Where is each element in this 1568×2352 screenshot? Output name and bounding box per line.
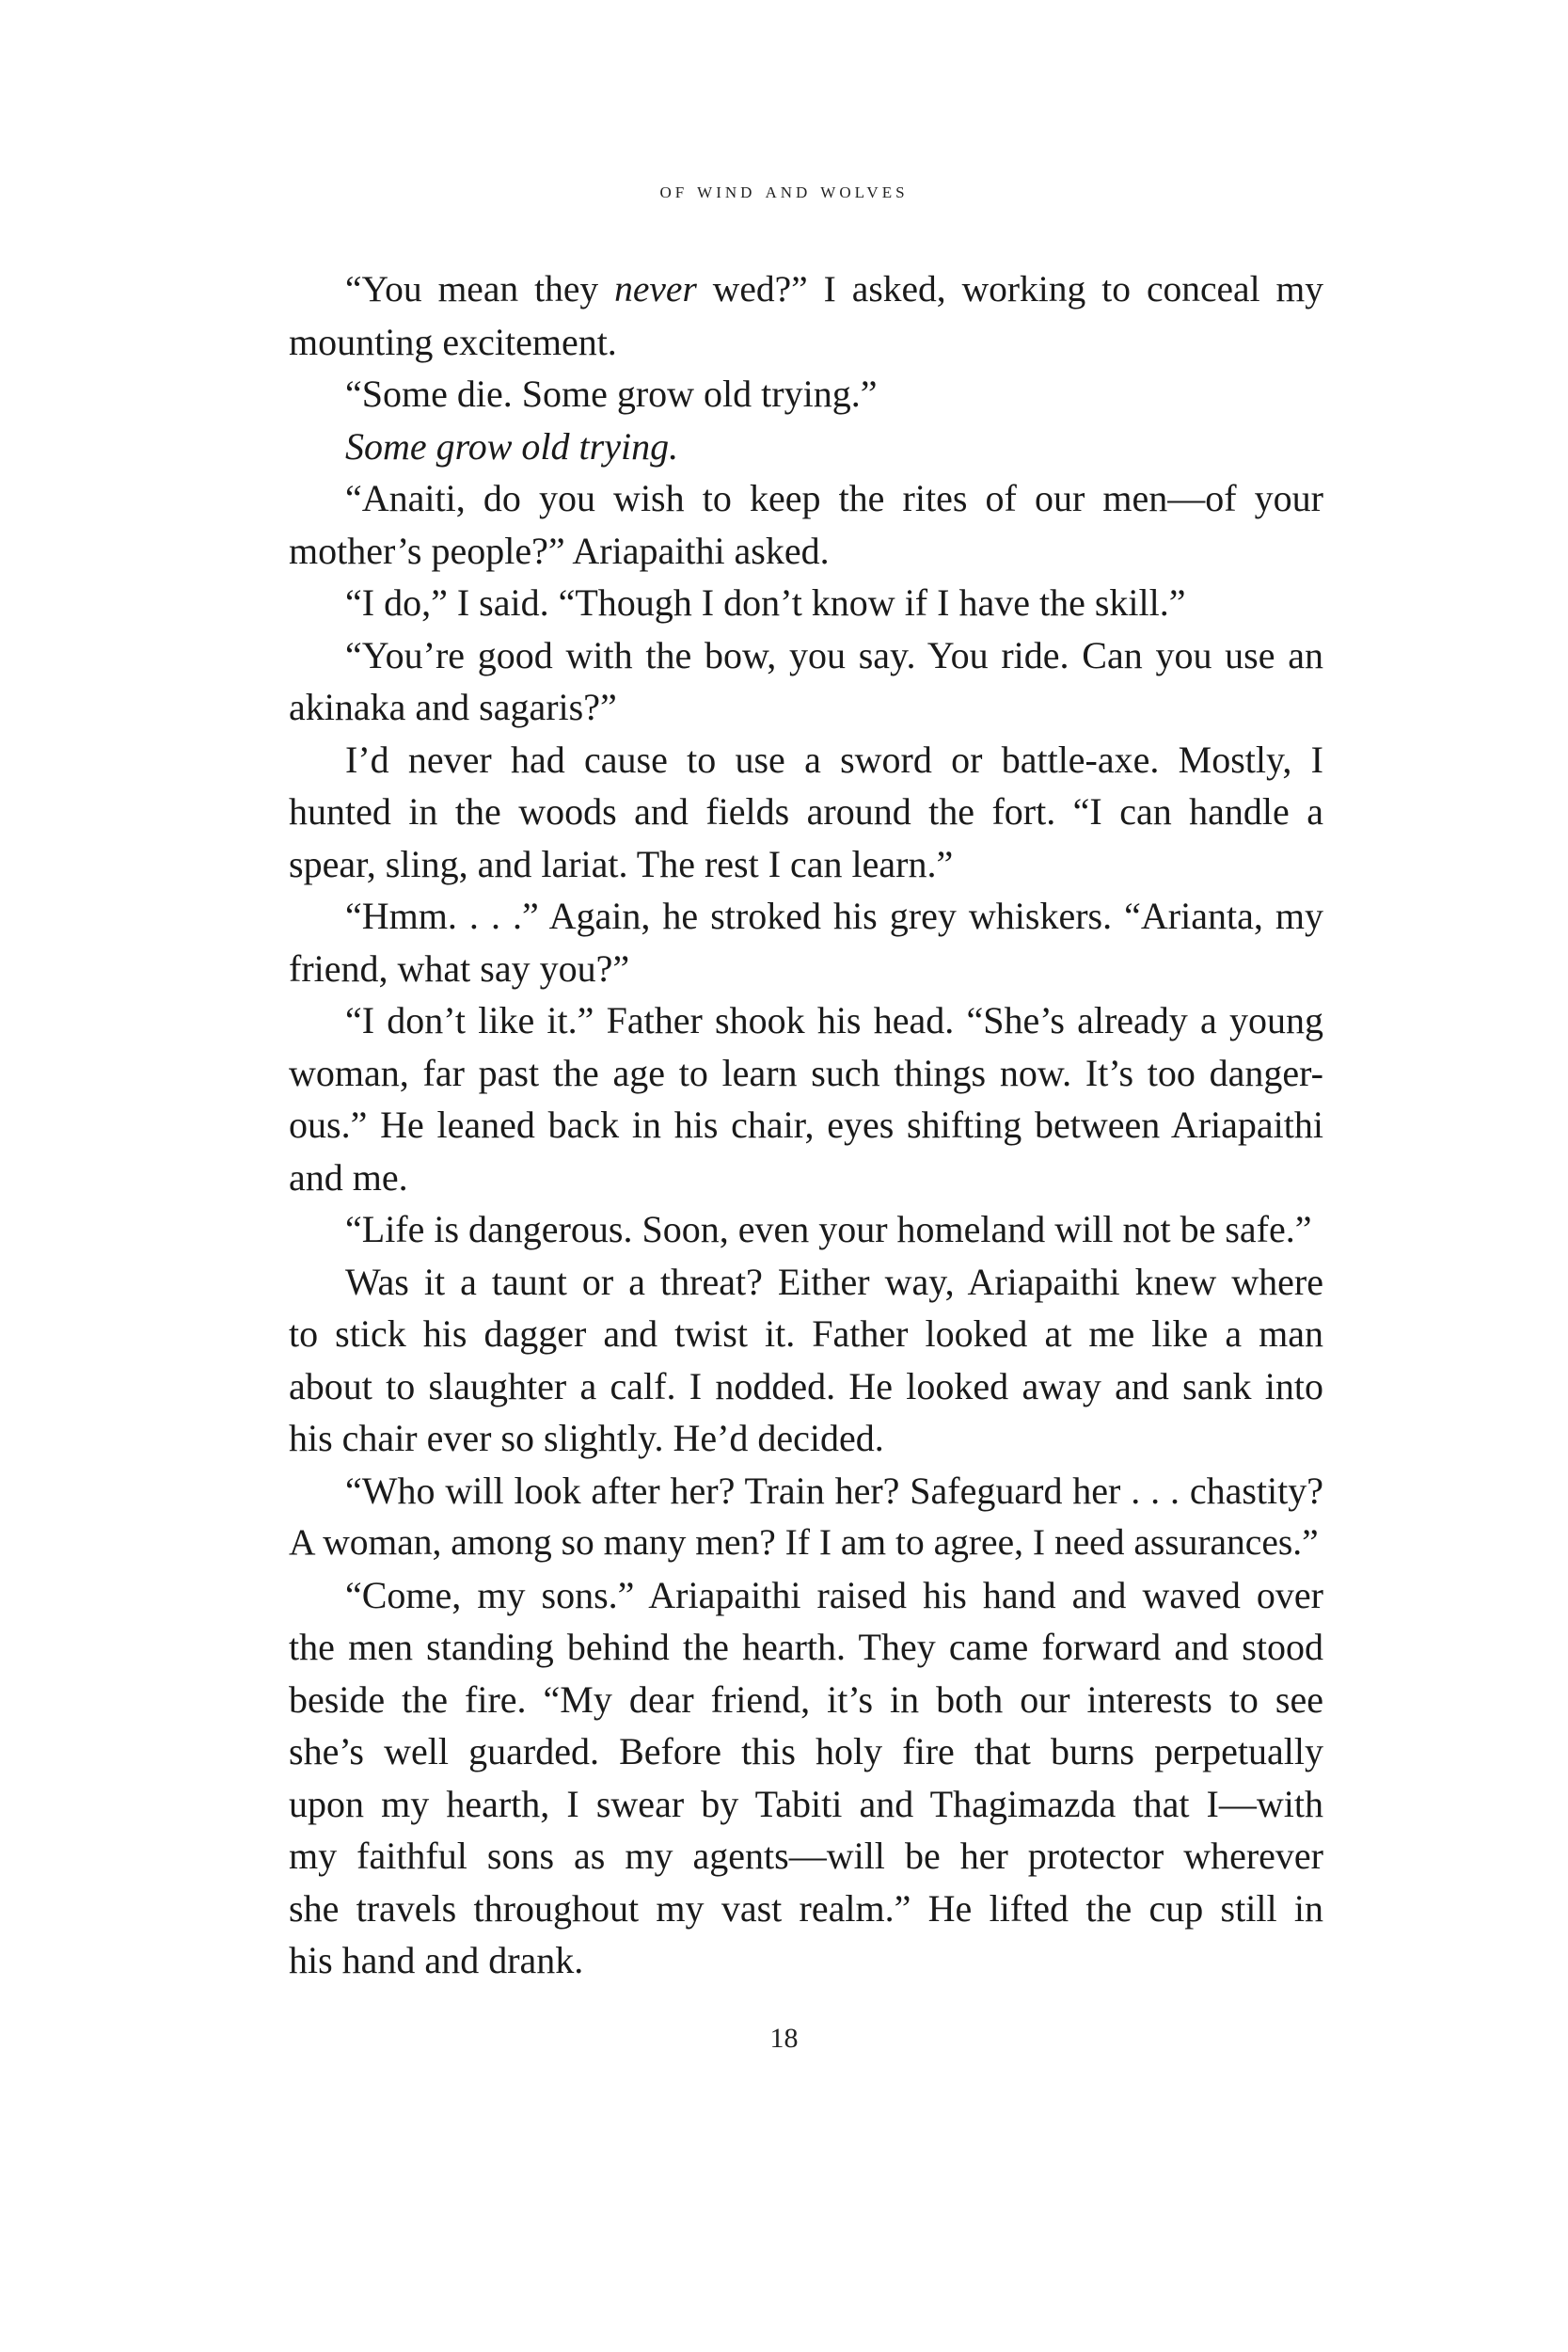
text-run: ous.” He leaned back in his chair, eyes shifting between Ariapaithi xyxy=(289,1104,1323,1146)
text-line xyxy=(289,1621,1323,1674)
text-line xyxy=(289,316,1323,369)
text-line xyxy=(289,1465,1323,1518)
text-line xyxy=(289,1569,1323,1622)
text-run: “Come, my sons.” Ariapaithi raised his hand and waved over xyxy=(345,1573,1323,1616)
text-line xyxy=(289,472,1323,525)
text-run: woman, far past the age to learn such things now. It’s too danger- xyxy=(289,1051,1323,1094)
text-run: I’d never had cause to use a sword or battle-axe. Mostly, I xyxy=(345,738,1323,781)
text-line xyxy=(289,1934,1323,1987)
text-run: Was it a taunt or a threat? Either way, Ariapaithi knew where xyxy=(345,1260,1323,1303)
text-line xyxy=(289,1674,1323,1726)
text-line xyxy=(289,943,1323,995)
text-line xyxy=(289,838,1323,891)
text-run: “Life is dangerous. Soon, even your homeland will not be safe.” xyxy=(345,1208,1312,1250)
text-line xyxy=(289,1256,1323,1309)
text-run: and me. xyxy=(289,1155,408,1199)
text-line xyxy=(289,421,1323,473)
text-run: beside the fire. “My dear friend, it’s in both our interests to see xyxy=(289,1677,1323,1721)
text-run: she travels throughout my vast realm.” He lifted the cup still in xyxy=(289,1886,1323,1930)
text-line xyxy=(289,1725,1323,1778)
text-run: to stick his dagger and twist it. Father looked at me like a man xyxy=(289,1312,1323,1355)
text-run: “You mean they xyxy=(345,268,615,310)
text-line xyxy=(289,629,1323,682)
text-run: his hand and drank. xyxy=(289,1939,584,1981)
text-run: upon my hearth, I swear by Tabiti and Thagimazda that I—with xyxy=(289,1782,1323,1825)
text-line xyxy=(289,525,1323,578)
text-line xyxy=(289,1412,1323,1465)
text-run: my faithful sons as my agents—will be her protector wherever xyxy=(289,1835,1323,1877)
text-run: mother’s people?” Ariapaithi asked. xyxy=(289,529,830,572)
text-line xyxy=(289,577,1323,629)
text-line xyxy=(289,1360,1323,1413)
text-line xyxy=(289,994,1323,1047)
text-run: his chair ever so slightly. He’d decided. xyxy=(289,1417,884,1459)
text-line xyxy=(289,263,1323,316)
text-run: “You’re good with the bow, you say. You ride. Can you use an xyxy=(345,633,1323,676)
page-number: 18 xyxy=(769,2023,799,2054)
text-line xyxy=(289,1517,1323,1569)
text-line xyxy=(289,890,1323,943)
text-run: “Some die. Some grow old trying.” xyxy=(345,373,878,415)
text-run: “I do,” I said. “Though I don’t know if I have the skill.” xyxy=(345,581,1186,624)
text-line xyxy=(289,1308,1323,1360)
running-head: of wind and wolves xyxy=(659,179,909,203)
text-line xyxy=(289,1830,1323,1883)
text-run: “Who will look after her? Train her? Safeguard her . . . chastity? xyxy=(345,1469,1323,1512)
text-run: spear, sling, and lariat. The rest I can learn.” xyxy=(289,842,954,885)
text-run: she’s well guarded. Before this holy fire that burns perpetually xyxy=(289,1730,1323,1772)
text-run: “I don’t like it.” Father shook his head. “She’s already a young xyxy=(345,999,1323,1041)
italic-text: Some grow old trying. xyxy=(345,424,679,468)
text-line xyxy=(289,1883,1323,1935)
text-line xyxy=(289,1047,1323,1100)
text-run: “Hmm. . . .” Again, he stroked his grey whiskers. “Arianta, my xyxy=(345,895,1323,937)
text-run: hunted in the woods and fields around the fort. “I can handle a xyxy=(289,790,1323,833)
text-line xyxy=(289,734,1323,787)
text-line xyxy=(289,1203,1323,1256)
text-run: friend, what say you?” xyxy=(289,946,630,990)
text-run: wed?” I asked, working to conceal my xyxy=(696,268,1323,310)
text-run: mounting excitement. xyxy=(289,320,617,363)
text-run: the men standing behind the hearth. They came forward and stood xyxy=(289,1626,1323,1668)
text-run: “Anaiti, do you wish to keep the rites of our men—of your xyxy=(345,477,1323,519)
text-line xyxy=(289,786,1323,838)
text-line xyxy=(289,681,1323,734)
body-text xyxy=(289,263,1323,1987)
text-run: A woman, among so many men? If I am to agree, I need assurances.” xyxy=(289,1521,1319,1563)
italic-text: never xyxy=(614,268,697,310)
text-run: about to slaughter a calf. I nodded. He looked away and sank into xyxy=(289,1364,1323,1407)
text-line xyxy=(289,1099,1323,1152)
text-line xyxy=(289,1152,1323,1204)
text-line xyxy=(289,1778,1323,1831)
text-line xyxy=(289,368,1323,421)
text-run: akinaka and sagaris?” xyxy=(289,686,617,728)
